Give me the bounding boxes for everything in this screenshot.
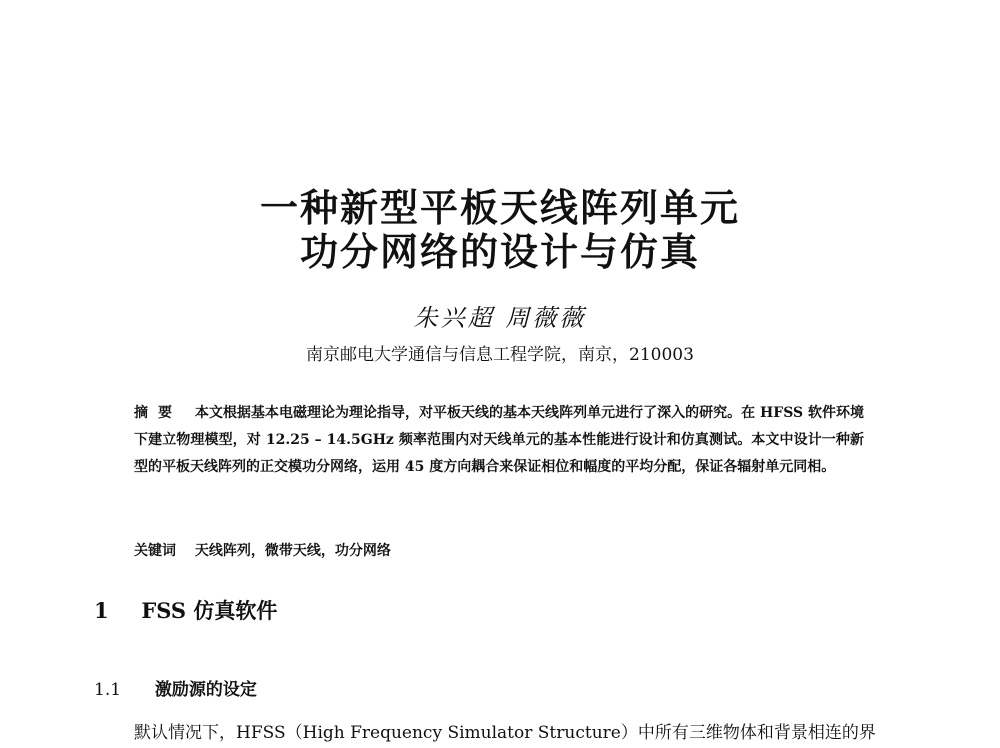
paper-title-line-2: 功分网络的设计与仿真 — [299, 230, 700, 274]
authors: 朱兴超 周薇薇 — [413, 304, 587, 332]
keywords — [134, 540, 391, 560]
keywords-label: 关键词 — [134, 543, 176, 559]
subsection-title: 激励源的设定 — [154, 680, 257, 700]
abstract-label: 摘要 — [134, 405, 183, 421]
affiliation: 南京邮电大学通信与信息工程学院，南京，210003 — [306, 345, 694, 365]
subsection-heading — [94, 675, 257, 700]
subsection-number: 1.1 — [94, 680, 122, 700]
section-heading — [94, 595, 277, 625]
section-number: 1 — [94, 598, 109, 623]
abstract — [134, 400, 864, 481]
abstract-text: 本文根据基本电磁理论为理论指导，对平板天线的基本天线阵列单元进行了深入的研究。在 HFSS 软件环境下建立物理模型，对 12.25 – 14.5GHz 频率范围内对天线单元的基本性能进行设计和仿真测试。本文中设计一种新型的平板天线阵列的正交模功分网络，运用 45 度方向耦合来保证相位和幅度的平均分配，保证各辐射单元同相。 — [134, 405, 865, 475]
paper-title-line-1: 一种新型平板天线阵列单元 — [259, 186, 740, 230]
keywords-text: 天线阵列，微带天线，功分网络 — [194, 543, 391, 559]
body-paragraph: 默认情况下，HFSS（High Frequency Simulator Structure）中所有三维物体和背景相连的界 — [134, 723, 876, 743]
section-title: FSS 仿真软件 — [141, 598, 278, 623]
